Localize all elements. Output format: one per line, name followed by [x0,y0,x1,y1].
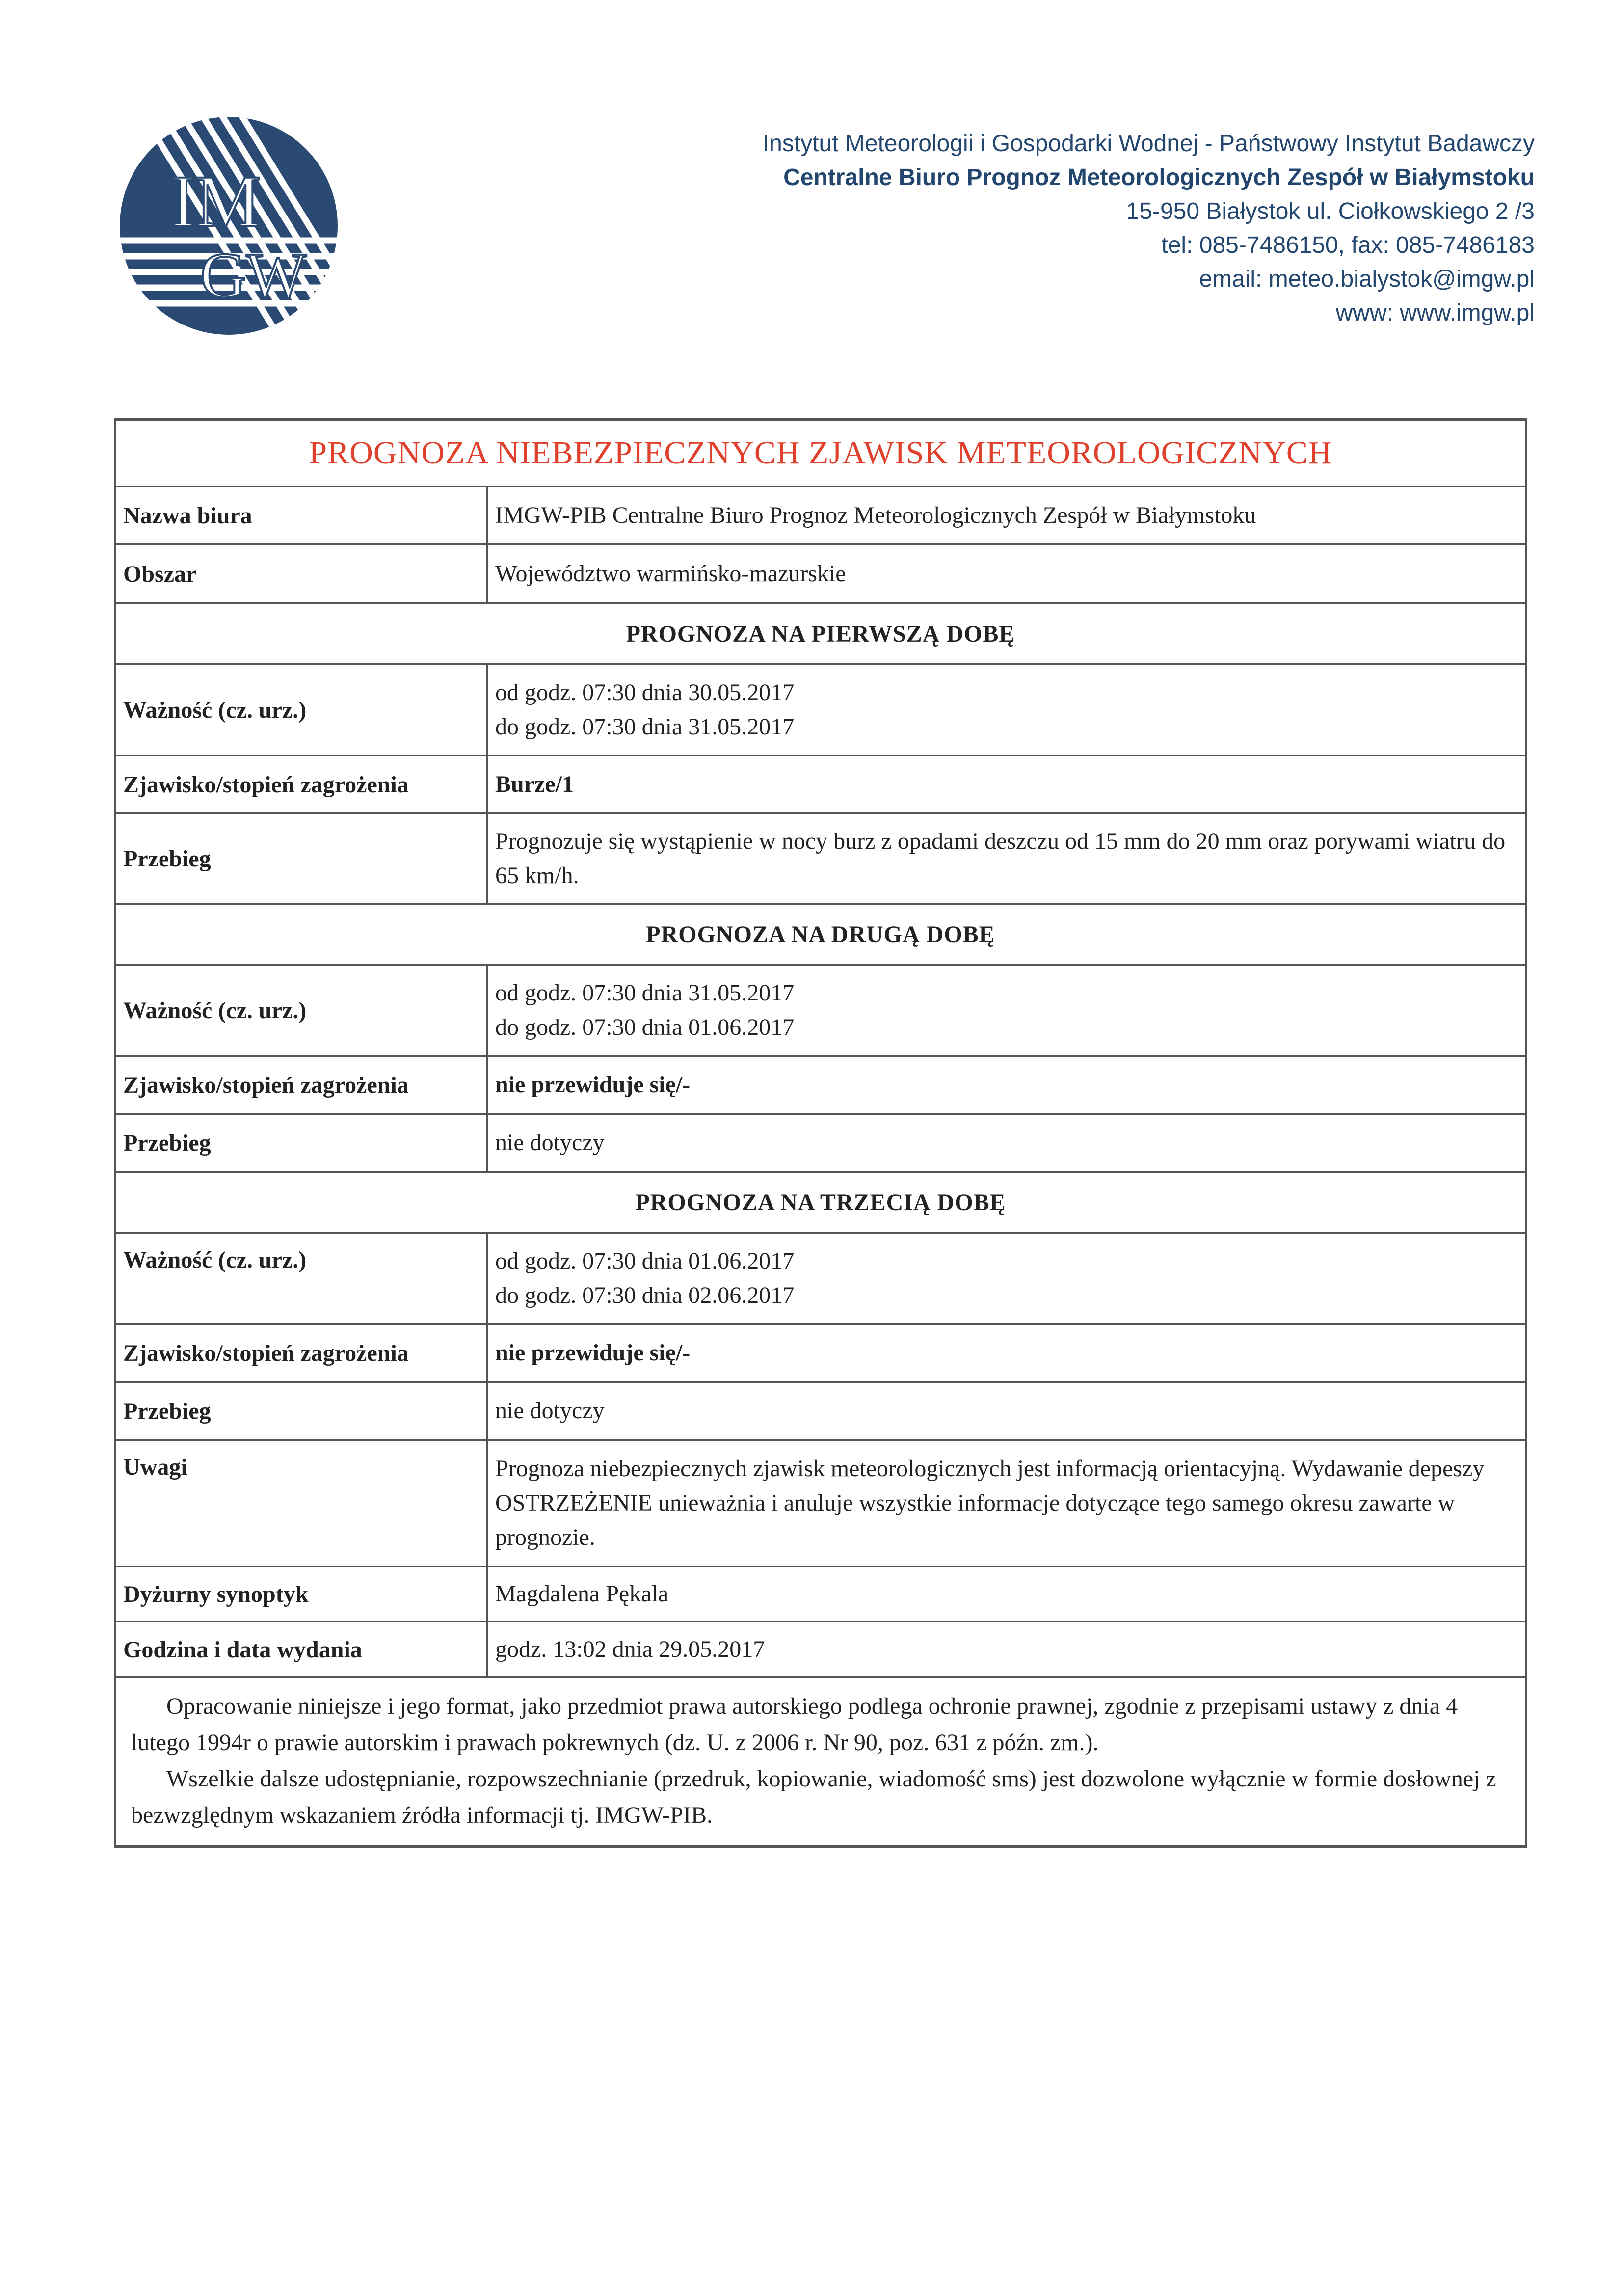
row-issued [116,1622,1525,1678]
label-course: Przebieg [116,1383,488,1439]
imgw-logo [117,114,341,338]
label-validity: Ważność (cz. urz.) [116,665,488,755]
day2-phenomenon: nie przewiduje się/- [495,1072,691,1098]
value-issued: godz. 13:02 dnia 29.05.2017 [495,1636,765,1662]
label-validity: Ważność (cz. urz.) [116,1234,488,1323]
value-remarks: Prognoza niebezpiecznych zjawisk meteorologicznych jest informacją orientacyjną. Wydawanie depeszy OSTRZEŻENIE unieważnia i anuluje wszystkie informacje dotyczące tego samego okresu zawarte w prognozie. [495,1456,1485,1550]
day2-row-validity [116,966,1525,1057]
value-forecaster: Magdalena Pękala [495,1581,669,1607]
copyright-footer [116,1678,1525,1845]
day1-valid-from: od godz. 07:30 dnia 30.05.2017 [495,679,795,705]
row-area [116,545,1525,604]
label-course: Przebieg [116,814,488,903]
day2-heading: PROGNOZA NA DRUGĄ DOBĘ [116,905,1525,966]
day2-valid-from: od godz. 07:30 dnia 31.05.2017 [495,980,795,1006]
label-office: Nazwa biura [116,487,488,543]
day1-row-phenomenon [116,756,1525,814]
row-forecaster [116,1567,1525,1622]
day2-course: nie dotyczy [495,1130,605,1156]
day3-phenomenon: nie przewiduje się/- [495,1340,691,1366]
distribution-paragraph: Wszelkie dalsze udostępnianie, rozpowszechnianie (przedruk, kopiowanie, wiadomość sms) jest dozwolone wyłącznie w formie dosłownej z bezwzględnym wskazaniem źródła informacji tj. IMGW-PIB. [131,1766,1496,1828]
institute-header [553,127,1535,330]
label-validity: Ważność (cz. urz.) [116,966,488,1055]
imgw-logo-icon [117,114,341,338]
day2-valid-to: do godz. 07:30 dnia 01.06.2017 [495,1014,795,1040]
day3-heading: PROGNOZA NA TRZECIĄ DOBĘ [116,1173,1525,1234]
header-institute-name: Instytut Meteorologii i Gospodarki Wodnej - Państwowy Instytut Badawczy [762,131,1535,157]
logo-text-top: IM [171,161,261,242]
day1-valid-to: do godz. 07:30 dnia 31.05.2017 [495,714,795,740]
header-address: 15-950 Białystok ul. Ciołkowskiego 2 /3 [1126,198,1535,224]
day3-row-course [116,1383,1525,1441]
document-title: PROGNOZA NIEBEZPIECZNYCH ZJAWISK METEOROLOGICZNYCH [116,421,1525,487]
day3-validity [488,1234,1525,1323]
day1-row-course [116,814,1525,905]
label-phenomenon: Zjawisko/stopień zagrożenia [116,756,488,812]
day1-heading: PROGNOZA NA PIERWSZĄ DOBĘ [116,604,1525,665]
header-website[interactable]: www: www.imgw.pl [1335,300,1535,326]
day1-phenomenon: Burze/1 [495,771,574,797]
label-area: Obszar [116,545,488,602]
value-area: Województwo warmińsko-mazurskie [495,561,846,587]
day1-row-validity [116,665,1525,756]
day2-validity [488,966,1525,1055]
day2-row-course [116,1115,1525,1173]
label-phenomenon: Zjawisko/stopień zagrożenia [116,1057,488,1113]
header-phone: tel: 085-7486150, fax: 085-7486183 [1161,232,1535,258]
row-office [116,487,1525,545]
label-course: Przebieg [116,1115,488,1171]
header-office-name: Centralne Biuro Prognoz Meteorologicznych Zespół w Białymstoku [783,164,1535,190]
header-email[interactable]: email: meteo.bialystok@imgw.pl [1199,266,1535,292]
label-phenomenon: Zjawisko/stopień zagrożenia [116,1325,488,1381]
copyright-paragraph: Opracowanie niniejsze i jego format, jako przedmiot prawa autorskiego podlega ochronie prawnej, zgodnie z przepisami ustawy z dnia 4 lutego 1994r o prawie autorskim i prawach pokrewnych (dz. U. z 2006 r. Nr 90, poz. 631 z późn. zm.). [131,1693,1458,1756]
day1-course: Prognozuje się wystąpienie w nocy burz z opadami deszczu od 15 mm do 20 mm oraz porywami wiatru do 65 km/h. [495,828,1506,889]
logo-text-bottom: GW [200,240,307,311]
day3-valid-to: do godz. 07:30 dnia 02.06.2017 [495,1282,795,1308]
day3-valid-from: od godz. 07:30 dnia 01.06.2017 [495,1248,795,1274]
day3-row-validity [116,1234,1525,1325]
row-remarks [116,1441,1525,1567]
day2-row-phenomenon [116,1057,1525,1115]
day1-validity [488,665,1525,755]
day3-course: nie dotyczy [495,1398,605,1424]
day3-row-phenomenon [116,1325,1525,1383]
label-forecaster: Dyżurny synoptyk [116,1567,488,1621]
label-remarks: Uwagi [116,1441,488,1566]
forecast-table [114,418,1527,1848]
value-office: IMGW-PIB Centralne Biuro Prognoz Meteorologicznych Zespół w Białymstoku [495,502,1256,528]
label-issued: Godzina i data wydania [116,1622,488,1676]
